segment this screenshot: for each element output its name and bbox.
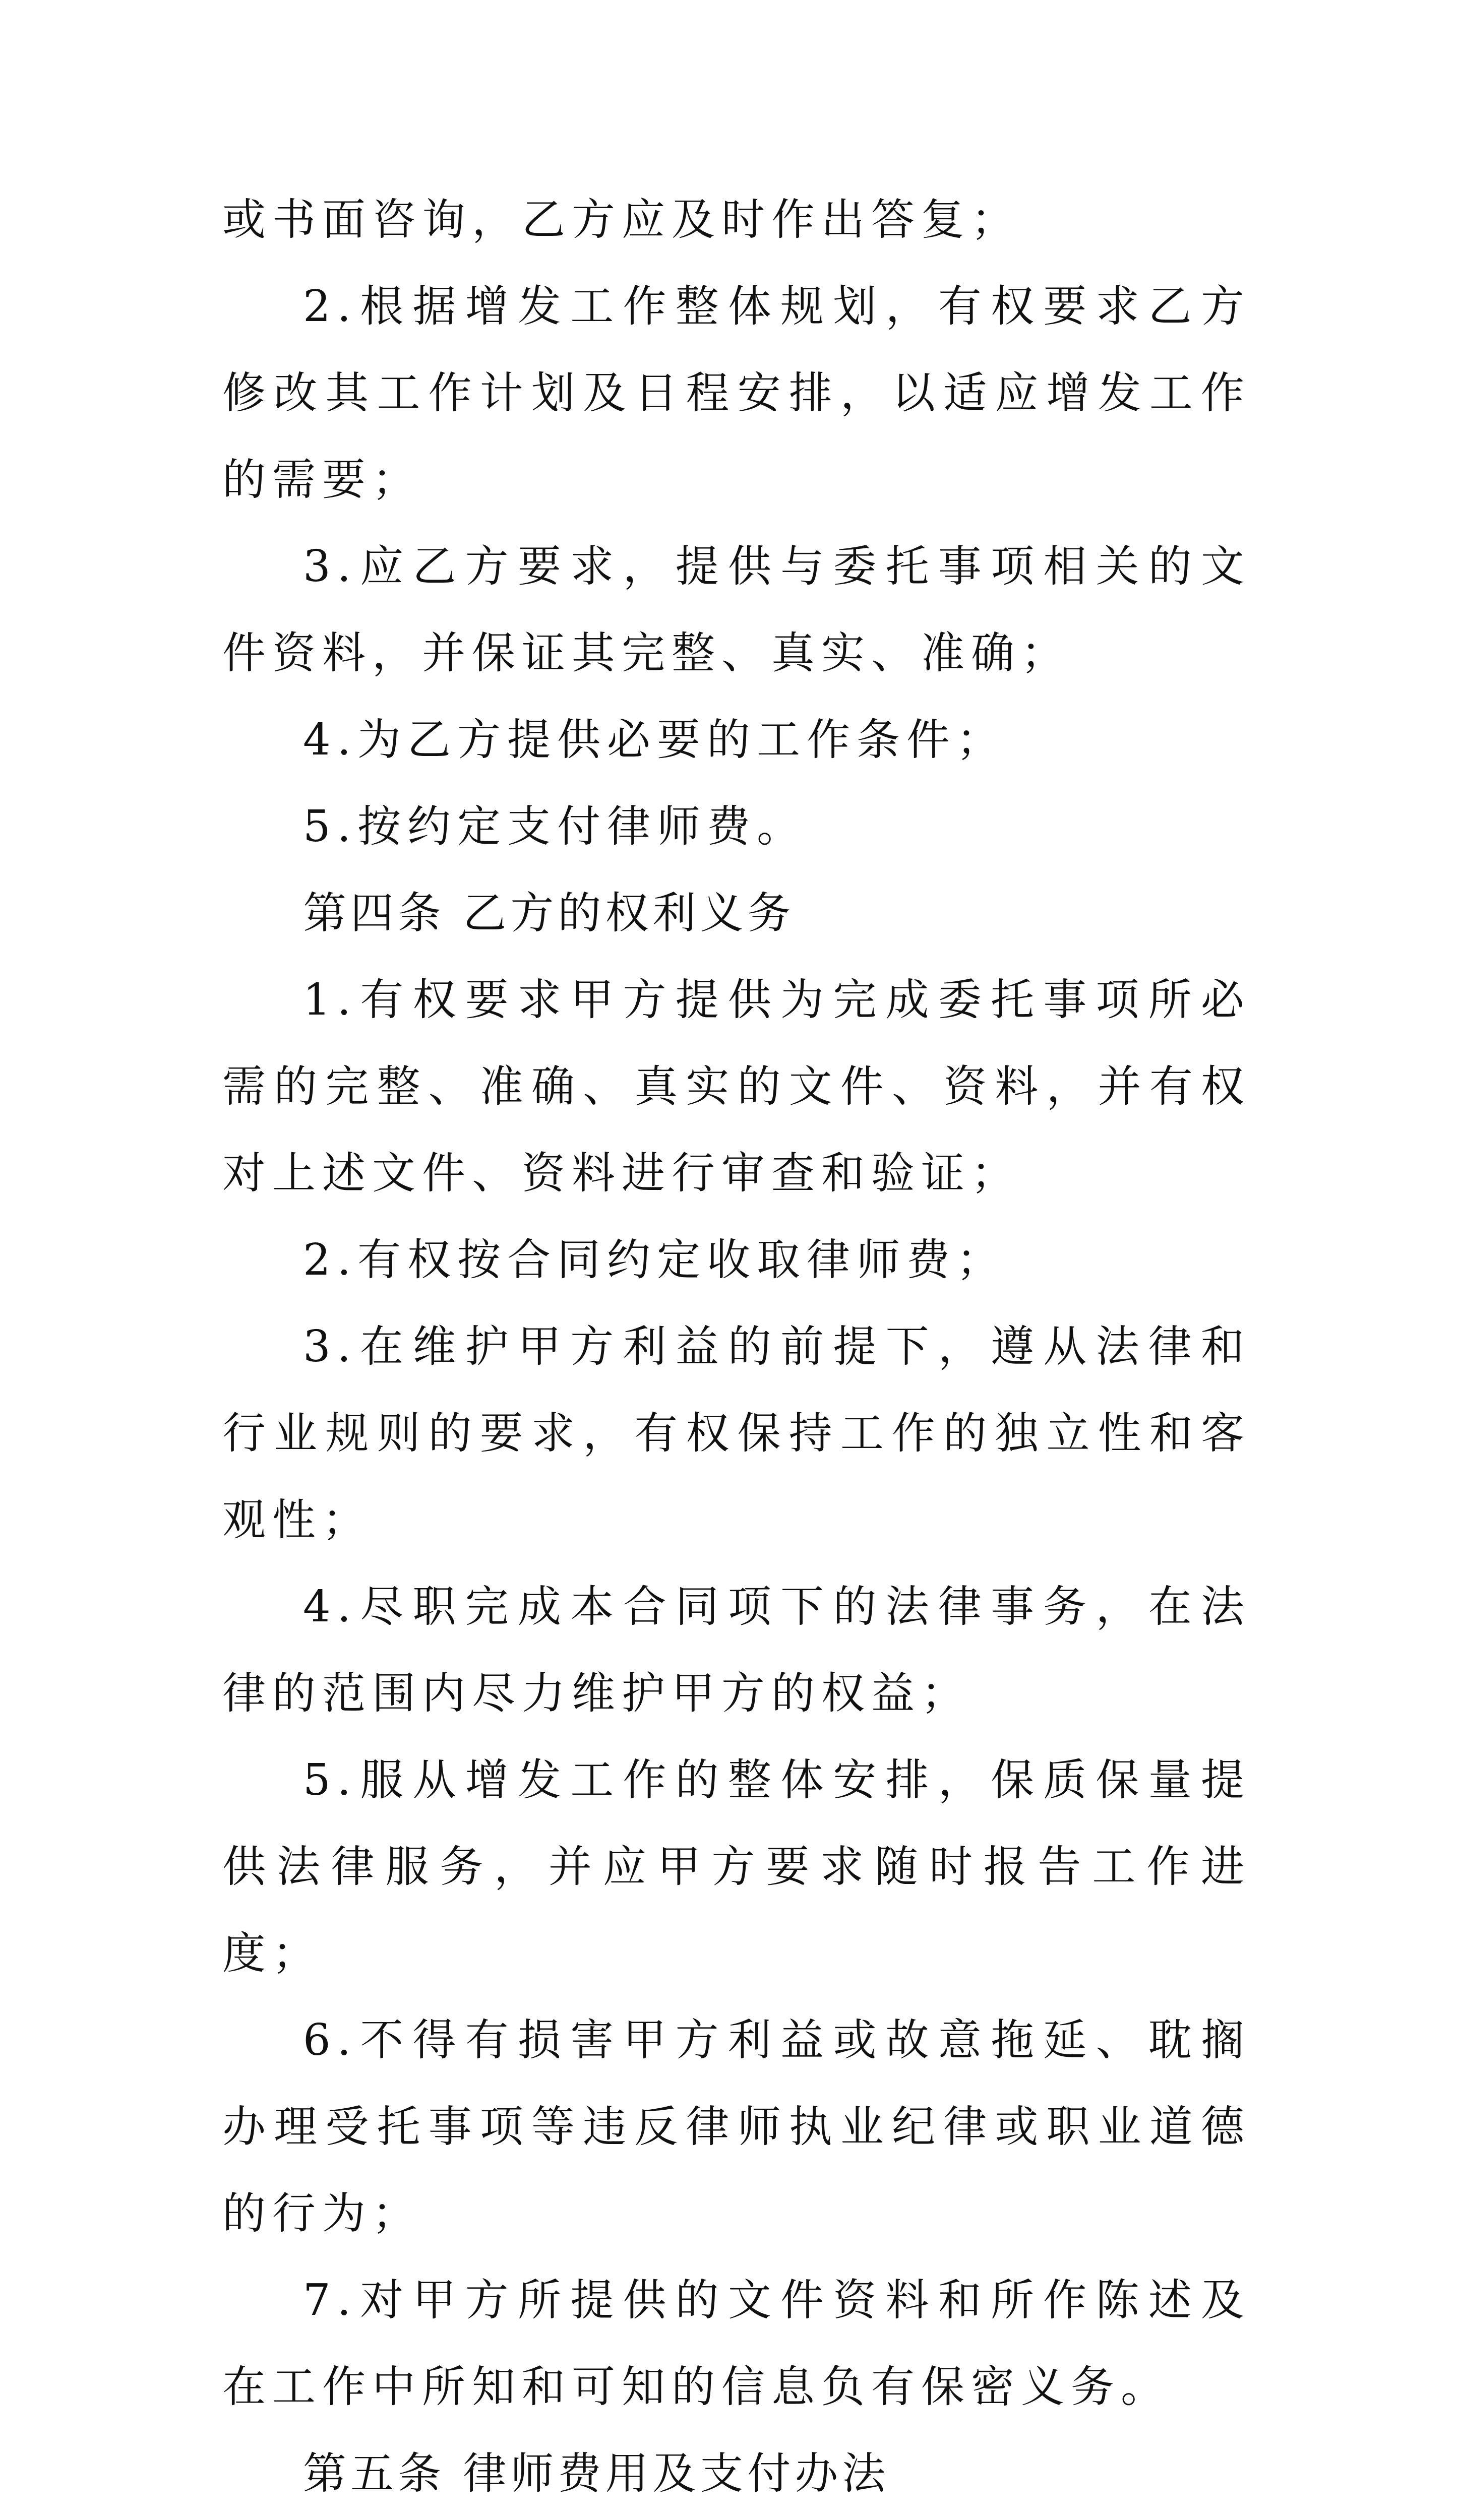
paragraph-item: 4.尽职完成本合同项下的法律事务，在法律的范围内尽力维护甲方的权益；: [222, 1582, 1251, 1719]
paragraph-item: 1.有权要求甲方提供为完成委托事项所必需的完整、准确、真实的文件、资料，并有权对上述文件、资料进行审查和验证；: [222, 975, 1251, 1199]
paragraph-item: 4.为乙方提供必要的工作条件；: [303, 715, 1007, 765]
paragraph-item: 5.服从增发工作的整体安排，保质保量提供法律服务，并应甲方要求随时报告工作进度；: [222, 1755, 1251, 1979]
document-page: [222, 176, 1251, 2520]
paragraph-item: 6.不得有损害甲方利益或故意拖延、耽搁办理受托事项等违反律师执业纪律或职业道德的行为；: [222, 2015, 1251, 2239]
paragraph-item: 5.按约定支付律师费。: [303, 801, 807, 852]
section-heading: 第五条 律师费用及支付办法: [303, 2448, 890, 2499]
paragraph-item: 3.在维护甲方利益的前提下，遵从法律和行业规则的要求，有权保持工作的独立性和客观性；: [222, 1321, 1251, 1545]
paragraph-item: 2.根据增发工作整体规划，有权要求乙方修改其工作计划及日程安排，以适应增发工作的需要；: [222, 281, 1251, 505]
paragraph-item: 2.有权按合同约定收取律师费；: [303, 1235, 1007, 1285]
paragraph-item: 7.对甲方所提供的文件资料和所作陈述及在工作中所知和可知的信息负有保密义务。: [222, 2275, 1251, 2412]
paragraph-continuation: 或书面咨询，乙方应及时作出答复；: [222, 195, 1021, 245]
paragraph-item-fee: [222, 2517, 1251, 2520]
paragraph-item: 3.应乙方要求，提供与委托事项相关的文件资料，并保证其完整、真实、准确；: [222, 541, 1251, 678]
section-heading: 第四条 乙方的权利义务: [303, 888, 795, 938]
